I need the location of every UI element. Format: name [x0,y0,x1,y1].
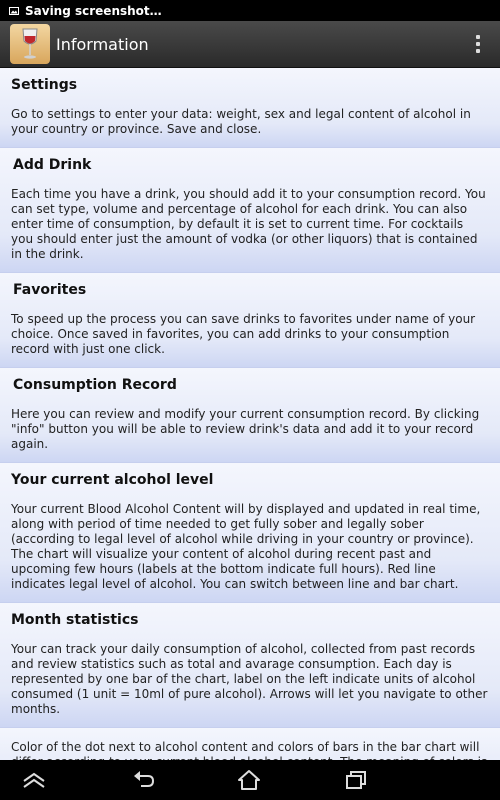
section-body: Your can track your daily consumption of alcohol, collected from past records and review statistics such as total and avarage consumption. Each day is represented by one bar of the chart, label on the left indicate units of alcohol consumed (1 unit = 10ml of pure alcohol). Arrows will let you navigate to other months. [11,642,488,716]
navigation-bar [0,760,500,800]
wine-glass-icon[interactable] [10,24,50,64]
section-body: To speed up the process you can save drinks to favorites under name of your choice. Once saved in favorites, you can add drinks to your consumption record with just one click. [11,312,476,356]
recent-apps-icon[interactable] [344,769,368,791]
picture-icon [9,7,19,15]
section-alcohol-level [0,463,500,603]
section-title: Consumption Record [13,377,177,393]
status-bar [0,0,500,21]
section-month-statistics [0,603,500,728]
page-title: Information [56,34,149,54]
section-favorites [0,273,500,368]
section-title: Your current alcohol level [11,472,214,488]
home-icon[interactable] [237,769,261,791]
section-body: Go to settings to enter your data: weight, sex and legal content of alcohol in your country or province. Save and close. [11,107,471,136]
section-body: Here you can review and modify your current consumption record. By clicking "info" button you will be able to review drink's data and add it to your record again. [11,407,480,451]
action-bar [0,21,500,68]
up-chevron-icon[interactable] [22,769,46,791]
section-title: Settings [11,77,78,93]
section-title: Favorites [13,282,87,298]
info-content[interactable] [0,68,500,760]
section-title: Add Drink [13,157,92,173]
section-settings [0,68,500,148]
overflow-menu-icon[interactable] [474,35,482,53]
status-text: Saving screenshot… [25,3,162,18]
section-body: Your current Blood Alcohol Content will by displayed and updated in real time, along with period of time needed to get fully sober and legally sober (according to legal level of alcohol while driving in your country or province). The chart will visualize your content of alcohol during recent past and upcoming few hours (labels at the bottom indicate full hours). Red line indicates legal level of alcohol. You can switch between line and bar chart. [11,502,481,591]
section-consumption-record [0,368,500,463]
section-body: Color of the dot next to alcohol content and colors of bars in the bar chart will [11,740,480,754]
section-title: Month statistics [11,612,139,628]
section-add-drink [0,148,500,273]
back-icon[interactable] [132,769,156,791]
section-body: Each time you have a drink, you should add it to your consumption record. You can set type, volume and percentage of alcohol for each drink. You can also enter time of consumption, by default it is set to current time. For cocktails you should enter just the amount of vodka (or other liquors) that is contained in the drink. [11,187,486,261]
